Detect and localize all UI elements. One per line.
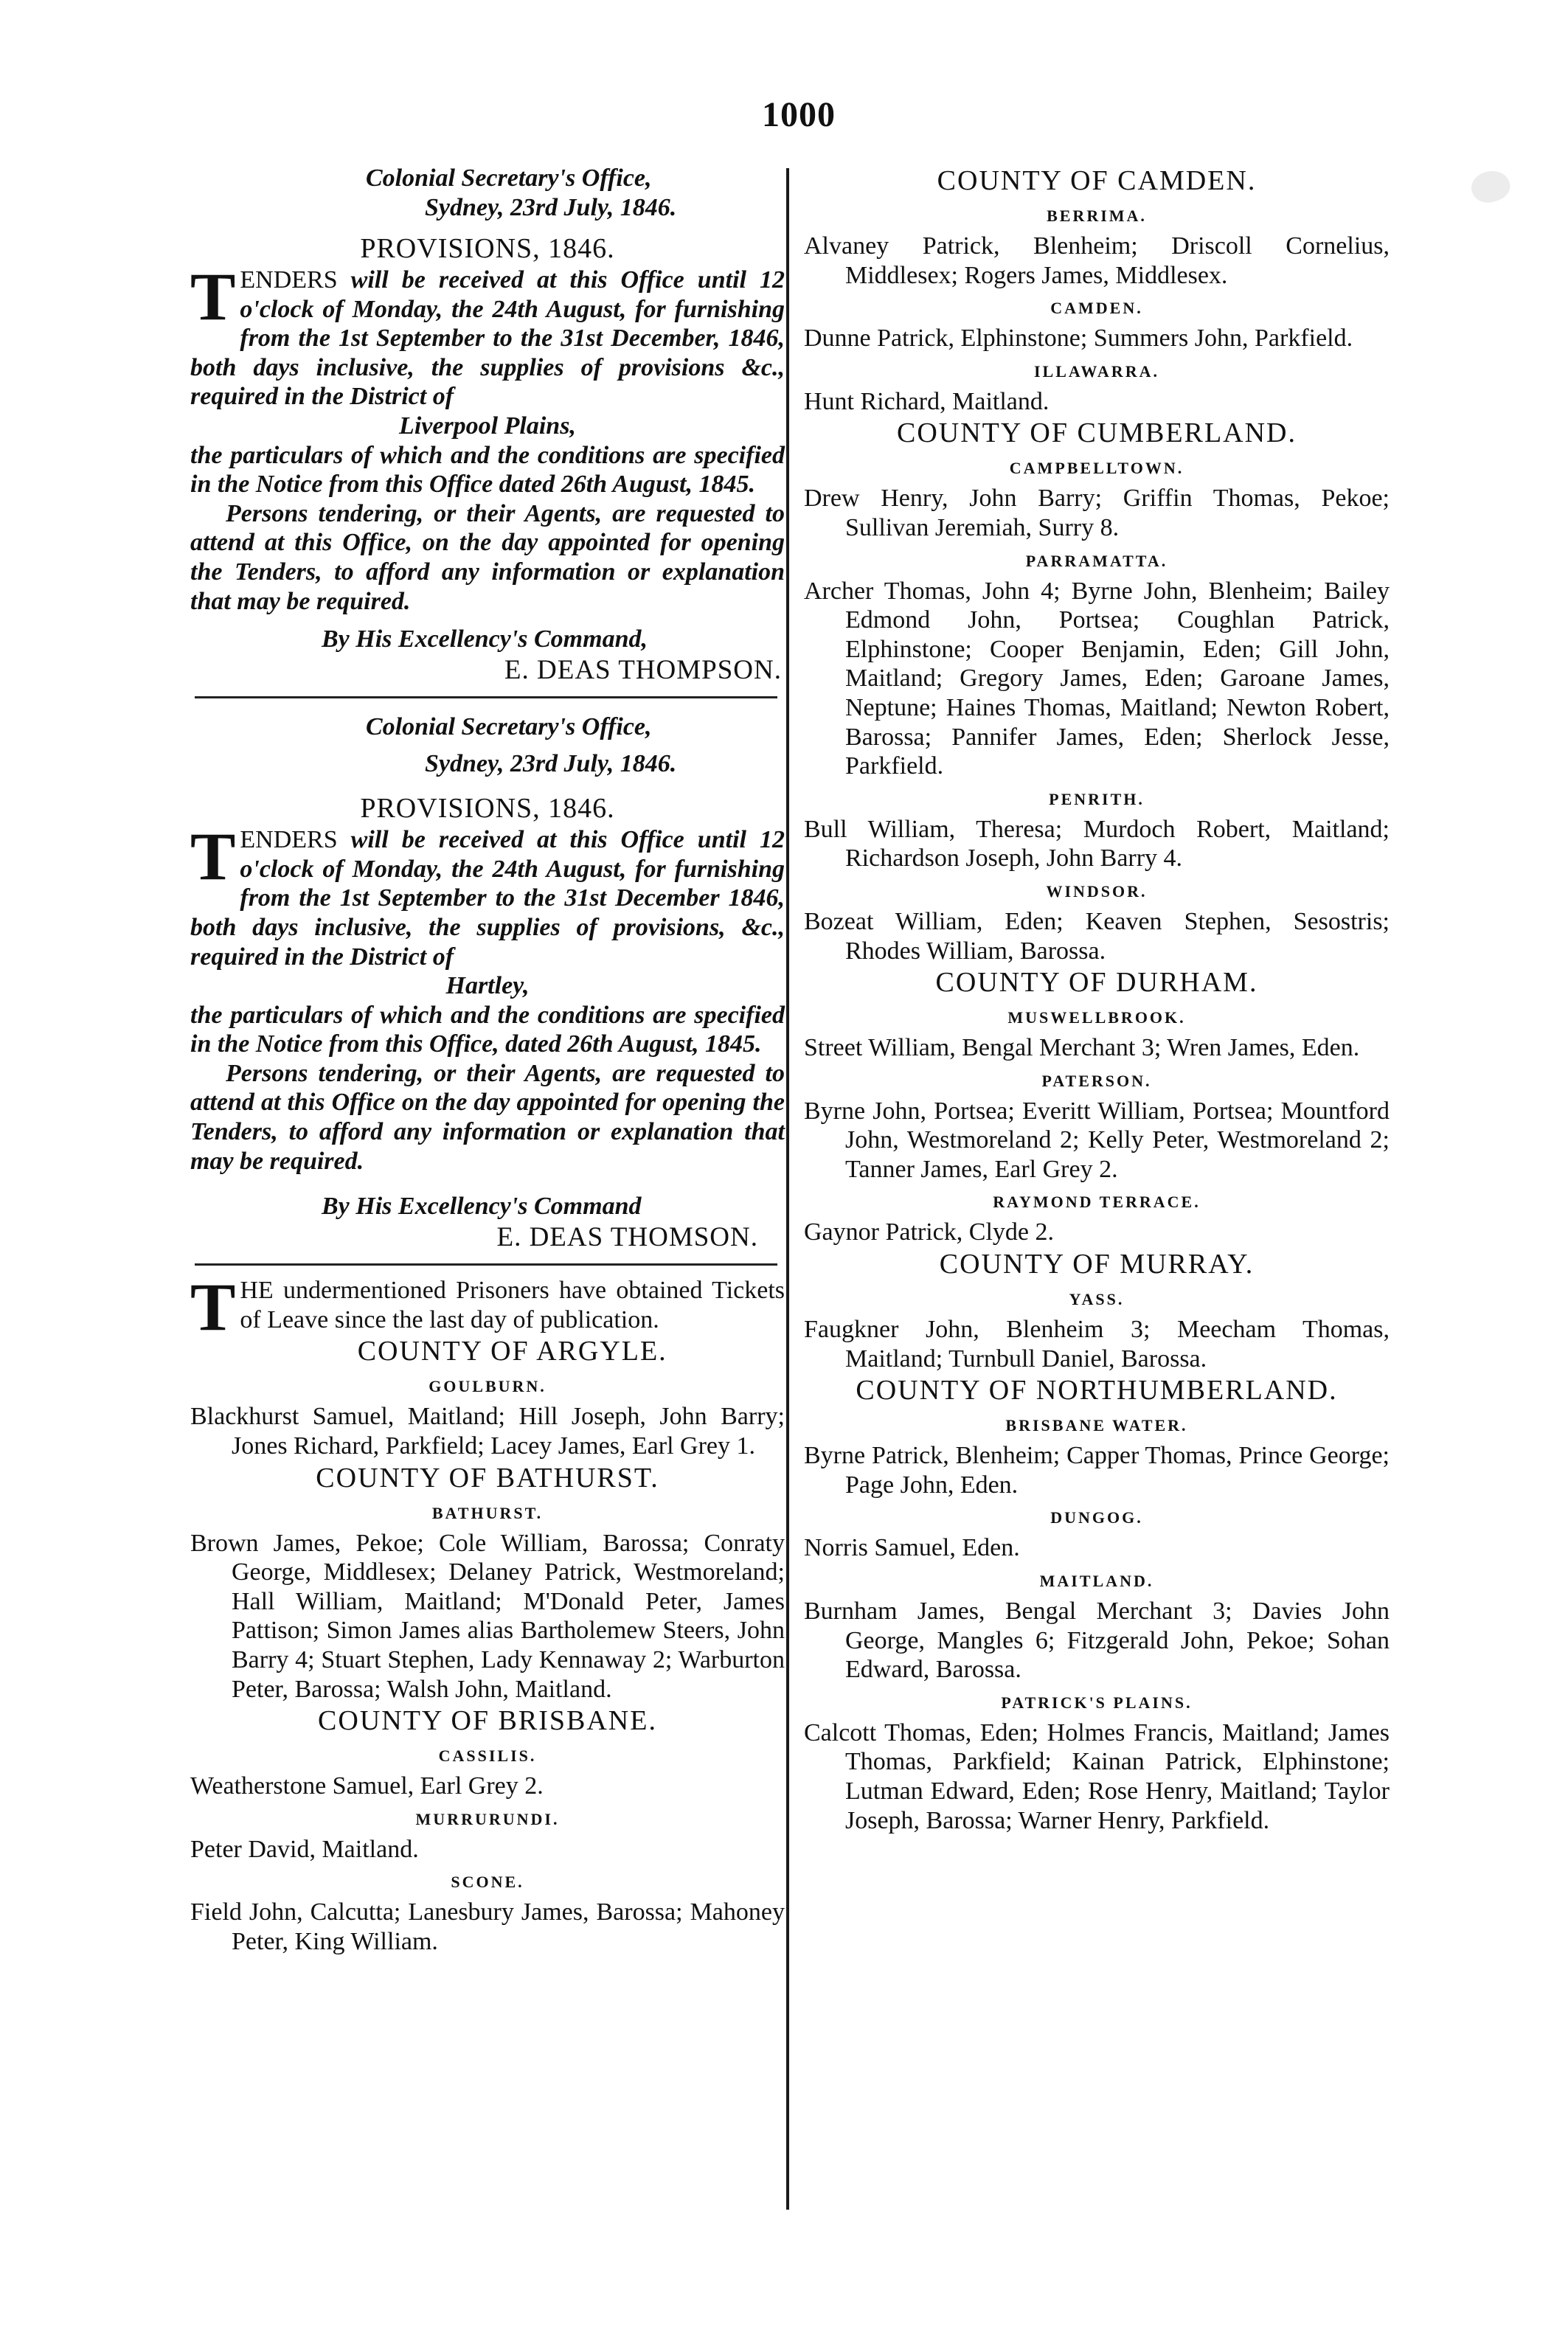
notice-paragraph bbox=[190, 259, 785, 412]
notice-paragraph bbox=[190, 819, 785, 971]
county-heading: COUNTY OF CUMBERLAND. bbox=[896, 417, 1297, 449]
prisoner-list: Dunne Patrick, Elphinstone; Summers John, Parkfield. bbox=[804, 325, 1353, 353]
notice-title: PROVISIONS, 1846. bbox=[360, 793, 615, 825]
district-heading: PENRITH. bbox=[1049, 789, 1145, 808]
prisoner-list: Byrne Patrick, Blenheim; Capper Thomas, Prince George; Page John, Eden. bbox=[804, 1442, 1390, 1499]
district-heading: PATRICK'S PLAINS. bbox=[1001, 1693, 1193, 1712]
notice-instructions: Persons tendering, or their Agents, are requested to attend at this Office, on the day appointed for opening the Tenders, to afford any information or explanation that may be required. bbox=[190, 499, 785, 615]
district-heading: RAYMOND TERRACE. bbox=[993, 1193, 1201, 1212]
right-column bbox=[804, 164, 1390, 1835]
district-heading: MUSWELLBROOK. bbox=[1007, 1008, 1186, 1027]
signatory: E. DEAS THOMPSON. bbox=[504, 655, 782, 686]
county-heading: COUNTY OF BATHURST. bbox=[316, 1462, 659, 1494]
signatory: E. DEAS THOMSON. bbox=[496, 1222, 758, 1253]
column-divider bbox=[786, 168, 789, 2210]
lead-caps: ENDERS bbox=[240, 826, 338, 854]
drop-cap: T bbox=[190, 259, 236, 334]
lead-caps: ENDERS bbox=[240, 266, 338, 294]
prisoner-list: Street William, Bengal Merchant 3; Wren James, Eden. bbox=[804, 1034, 1360, 1062]
notice-particulars: the particulars of which and the conditions are specified in the Notice from this Office dated 26th August, 1845. bbox=[190, 441, 785, 499]
prisoner-list: Brown James, Pekoe; Cole William, Barossa; Conraty George, Middlesex; Delaney Patrick, Westmoreland; Hall William, Maitland; M'Donald Peter, James Pattison; Simon James alias Bartholemew Steers, John Barry 4; Stuart Stephen, Lady Kennaway 2; Warburton Peter, Barossa; Walsh John, Maitland. bbox=[190, 1529, 785, 1703]
tickets-intro bbox=[190, 1269, 785, 1345]
section-rule bbox=[195, 1263, 777, 1266]
district-heading: CASSILIS. bbox=[438, 1746, 537, 1766]
district-heading: WINDSOR. bbox=[1046, 881, 1148, 901]
prisoner-list: Hunt Richard, Maitland. bbox=[804, 387, 1050, 415]
tender-notice-liverpool-plains bbox=[190, 164, 785, 686]
notice-instructions: Persons tendering, or their Agents, are requested to attend at this Office on the day appointed for opening the Tenders, to afford any information or explanation that may be required. bbox=[190, 1059, 785, 1175]
county-block bbox=[804, 1373, 1390, 1835]
page-number: 1000 bbox=[762, 95, 836, 134]
prisoner-list: Calcott Thomas, Eden; Holmes Francis, Maitland; James Thomas, Parkfield; Kainan Patrick, Elphinstone; Lutman Edward, Eden; Rose Henry, Maitland; Taylor Joseph, Barossa; Warner Henry, Parkfield. bbox=[804, 1718, 1390, 1834]
notice-text: will be received at this Office until 12 o'clock of Monday, the 24th August, for furnishing from the 1st September to the 31st December, 1846, both days inclusive, the supplies of provisions &c., required in the District of bbox=[190, 266, 785, 411]
command-line: By His Excellency's Command, bbox=[322, 625, 648, 653]
county-block bbox=[804, 416, 1390, 965]
county-heading: COUNTY OF ARGYLE. bbox=[357, 1336, 667, 1367]
drop-cap: T bbox=[190, 819, 236, 895]
office-line: Colonial Secretary's Office, bbox=[366, 713, 652, 741]
notice-title: PROVISIONS, 1846. bbox=[360, 233, 615, 264]
prisoner-list: Weatherstone Samuel, Earl Grey 2. bbox=[190, 1772, 544, 1800]
paper-blemish bbox=[1467, 165, 1513, 207]
county-block bbox=[190, 1461, 785, 1704]
district-heading: DUNGOG. bbox=[1050, 1508, 1143, 1527]
prisoner-list: Bozeat William, Eden; Keaven Stephen, Sesostris; Rhodes William, Barossa. bbox=[804, 907, 1390, 965]
prisoner-list: Norris Samuel, Eden. bbox=[804, 1534, 1020, 1562]
district-heading: YASS. bbox=[1069, 1290, 1125, 1309]
tender-notice-hartley bbox=[190, 709, 785, 1253]
prisoner-list: Burnham James, Bengal Merchant 3; Davies John George, Mangles 6; Fitzgerald John, Pekoe; Sohan Edward, Barossa. bbox=[804, 1598, 1390, 1684]
district-heading: BRISBANE WATER. bbox=[1005, 1416, 1188, 1435]
district-heading: PATERSON. bbox=[1041, 1071, 1152, 1090]
county-block bbox=[190, 1334, 785, 1460]
prisoner-list: Gaynor Patrick, Clyde 2. bbox=[804, 1218, 1054, 1246]
prisoner-list: Peter David, Maitland. bbox=[190, 1835, 419, 1863]
county-block bbox=[804, 965, 1390, 1247]
district-heading: CAMDEN. bbox=[1050, 299, 1143, 318]
district-name: Hartley, bbox=[445, 972, 530, 1000]
county-block bbox=[804, 164, 1390, 416]
district-heading: BERRIMA. bbox=[1047, 207, 1147, 225]
section-rule bbox=[195, 696, 777, 698]
county-heading: COUNTY OF MURRAY. bbox=[939, 1249, 1255, 1280]
district-heading: SCONE. bbox=[451, 1873, 524, 1892]
county-block bbox=[804, 1247, 1390, 1373]
prisoner-list: Blackhurst Samuel, Maitland; Hill Joseph, John Barry; Jones Richard, Parkfield; Lacey James, Earl Grey 1. bbox=[190, 1403, 785, 1460]
command-line: By His Excellency's Command bbox=[322, 1193, 642, 1221]
prisoner-list: Byrne John, Portsea; Everitt William, Portsea; Mountford John, Westmoreland 2; Kelly Peter, Westmoreland 2; Tanner James, Earl Grey 2. bbox=[804, 1097, 1390, 1183]
county-heading: COUNTY OF BRISBANE. bbox=[318, 1705, 657, 1737]
prisoner-list: Field John, Calcutta; Lanesbury James, Barossa; Mahoney Peter, King William. bbox=[190, 1898, 785, 1955]
tickets-of-leave bbox=[190, 1269, 785, 1956]
district-heading: ILLAWARRA. bbox=[1034, 361, 1159, 381]
prisoner-list: Drew Henry, John Barry; Griffin Thomas, Pekoe; Sullivan Jeremiah, Surry 8. bbox=[804, 485, 1390, 541]
prisoner-list: Faugkner John, Blenheim 3; Meecham Thomas, Maitland; Turnbull Daniel, Barossa. bbox=[804, 1316, 1390, 1373]
district-heading: GOULBURN. bbox=[429, 1377, 547, 1396]
notice-text: will be received at this Office until 12 o'clock of Monday, the 24th August, for furnishing from the 1st September to the 31st December 1846, both days inclusive, the supplies of provisions, &c., required in the District of bbox=[190, 826, 785, 971]
district-heading: PARRAMATTA. bbox=[1025, 551, 1168, 570]
intro-text: undermentioned Prisoners have obtained Tickets of Leave since the last day of publication. bbox=[240, 1277, 785, 1333]
district-heading: MURRURUNDI. bbox=[415, 1809, 560, 1828]
district-heading: BATHURST. bbox=[431, 1503, 544, 1522]
county-heading: COUNTY OF CAMDEN. bbox=[937, 165, 1257, 196]
district-heading: MAITLAND. bbox=[1039, 1572, 1154, 1591]
prisoner-list: Archer Thomas, John 4; Byrne John, Blenheim; Bailey Edmond John, Portsea; Coughlan Patrick, Elphinstone; Cooper Benjamin, Eden; Gill John, Maitland; Gregory James, Eden; Garoane James, Neptune; Haines Thomas, Maitland; Newton Robert, Barossa; Pannifer James, Eden; Sherlock Jesse, Parkfield. bbox=[804, 577, 1390, 780]
county-heading: COUNTY OF NORTHUMBERLAND. bbox=[856, 1375, 1338, 1406]
left-column bbox=[190, 164, 785, 1957]
lead-caps: HE bbox=[240, 1277, 274, 1305]
drop-cap: T bbox=[190, 1269, 236, 1345]
district-heading: CAMPBELLTOWN. bbox=[1009, 459, 1184, 478]
office-line: Colonial Secretary's Office, bbox=[366, 164, 652, 192]
county-block bbox=[190, 1704, 785, 1956]
prisoner-list: Alvaney Patrick, Blenheim; Driscoll Cornelius, Middlesex; Rogers James, Middlesex. bbox=[804, 232, 1390, 289]
county-heading: COUNTY OF DURHAM. bbox=[935, 967, 1258, 999]
notice-particulars: the particulars of which and the conditions are specified in the Notice from this Office, dated 26th August, 1845. bbox=[190, 1001, 785, 1058]
dateline: Sydney, 23rd July, 1846. bbox=[425, 750, 677, 778]
prisoner-list: Bull William, Theresa; Murdoch Robert, Maitland; Richardson Joseph, John Barry 4. bbox=[804, 815, 1390, 873]
district-name: Liverpool Plains, bbox=[399, 412, 576, 440]
dateline: Sydney, 23rd July, 1846. bbox=[425, 194, 677, 221]
